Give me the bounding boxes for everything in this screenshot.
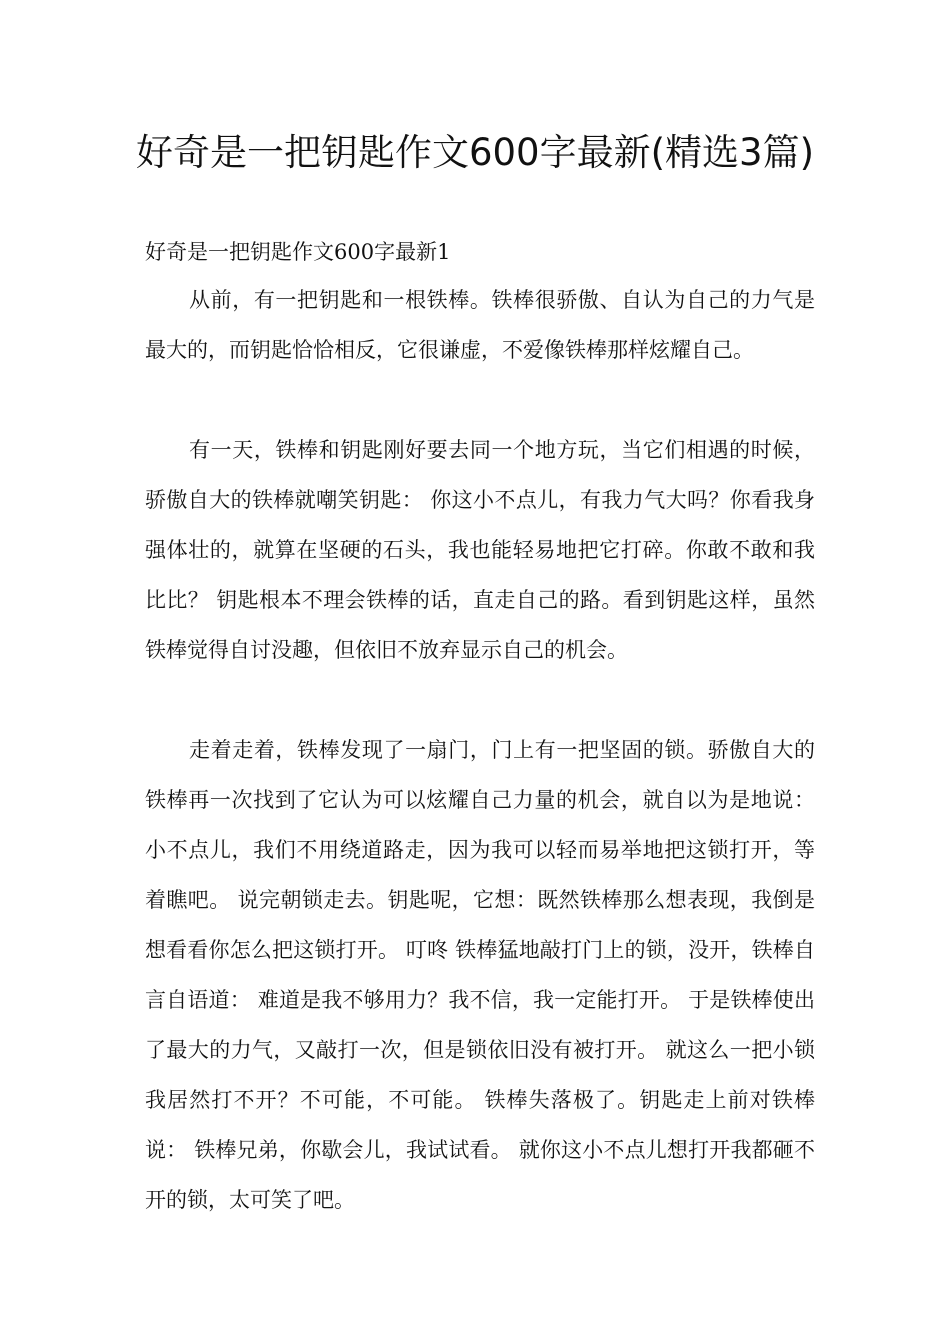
section-heading: 好奇是一把钥匙作文600字最新1 bbox=[145, 240, 451, 264]
paragraph-1: 从前，有一把钥匙和一根铁棒。铁棒很骄傲、自认为自己的力气是最大的，而钥匙恰恰相反，它很谦虚，不爱像铁棒那样炫耀自己。 bbox=[145, 288, 815, 362]
paragraph-3: 走着走着，铁棒发现了一扇门，门上有一把坚固的锁。骄傲自大的铁棒再一次找到了它认为可以炫耀自己力量的机会，就自以为是地说： 小不点儿，我们不用绕道路走，因为我可以轻而易举地把这锁打开，等着瞧吧。 说完朝锁走去。钥匙呢，它想：既然铁棒那么想表现，我倒是想看看你怎么把这锁打开。 叮咚 铁棒猛地敲打门上的锁，没开，铁棒自言自语道： 难道是我不够用力？我不信，我一定能打开。 于是铁棒使出了最大的力气，又敲打一次，但是锁依旧没有被打开。 就这么一把小锁我居然打不开？不可能，不可能。 铁棒失落极了。钥匙走上前对铁棒说： 铁棒兄弟，你歇会儿，我试试看。 就你这小不点儿想打开我都砸不开的锁，太可笑了吧。 bbox=[145, 738, 815, 1212]
paragraph-2: 有一天，铁棒和钥匙刚好要去同一个地方玩，当它们相遇的时候，骄傲自大的铁棒就嘲笑钥匙： 你这小不点儿，有我力气大吗？你看我身强体壮的，就算在坚硬的石头，我也能轻易地把它打碎。你敢不敢和我比比？ 钥匙根本不理会铁棒的话，直走自己的路。看到钥匙这样，虽然铁棒觉得自讨没趣，但依旧不放弃显示自己的机会。 bbox=[145, 438, 815, 662]
document-title: 好奇是一把钥匙作文600字最新(精选3篇) bbox=[135, 131, 815, 174]
